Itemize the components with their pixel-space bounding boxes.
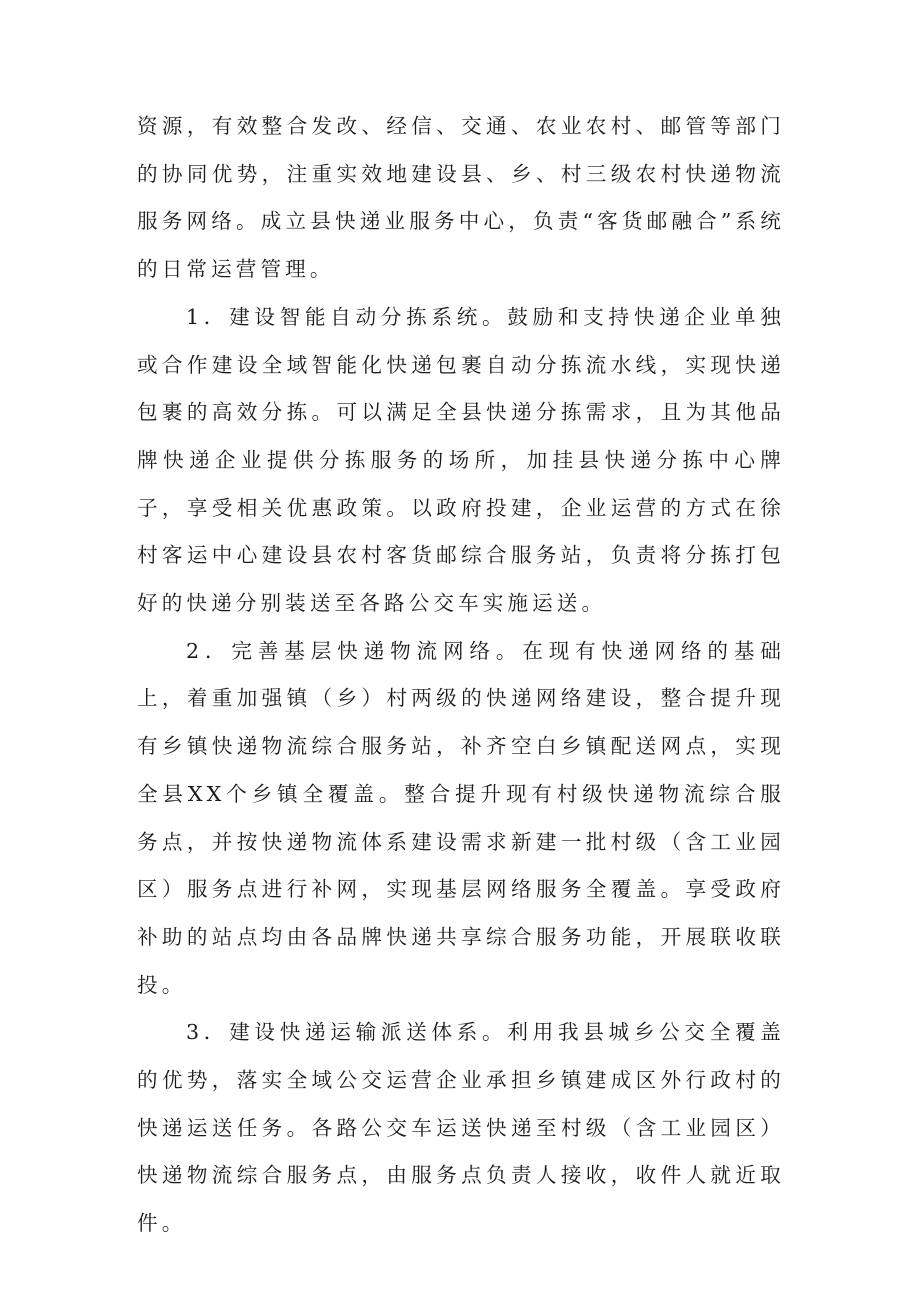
paragraph-item-1-sorting-system: 1．建设智能自动分拣系统。鼓励和支持快递企业单独或合作建设全域智能化快递包裹自动分拣流水线，实现快递包裹的高效分拣。可以满足全县快递分拣需求，且为其他品牌快递企业提供分拣服务的场所，加挂县快递分拣中心牌子，享受相关优惠政策。以政府投建，企业运营的方式在徐村客运中心建设县农村客货邮综合服务站，负责将分拣打包好的快递分别装送至各路公交车实施运送。 xyxy=(137,304,785,616)
paragraph-intro: 资源，有效整合发改、经信、交通、农业农村、邮管等部门的协同优势，注重实效地建设县、乡、村三级农村快递物流服务网络。成立县快递业服务中心，负责“客货邮融合”系统的日常运营管理。 xyxy=(137,114,785,282)
paragraph-item-2-grassroots-network: 2．完善基层快递物流网络。在现有快递网络的基础上，着重加强镇（乡）村两级的快递网络建设，整合提升现有乡镇快递物流综合服务站，补齐空白乡镇配送网点，实现全县XX个乡镇全覆盖。整合提升现有村级快递物流综合服务点，并按快递物流体系建设需求新建一批村级（含工业园区）服务点进行补网，实现基层网络服务全覆盖。享受政府补助的站点均由各品牌快递共享综合服务功能，开展联收联投。 xyxy=(137,638,785,997)
document-body xyxy=(137,103,785,1248)
paragraph-item-3-delivery-system: 3．建设快递运输派送体系。利用我县城乡公交全覆盖的优势，落实全域公交运营企业承担乡镇建成区外行政村的快递运送任务。各路公交车运送快递至村级（含工业园区）快递物流综合服务点，由服务点负责人接收，收件人就近取件。 xyxy=(137,1020,785,1236)
